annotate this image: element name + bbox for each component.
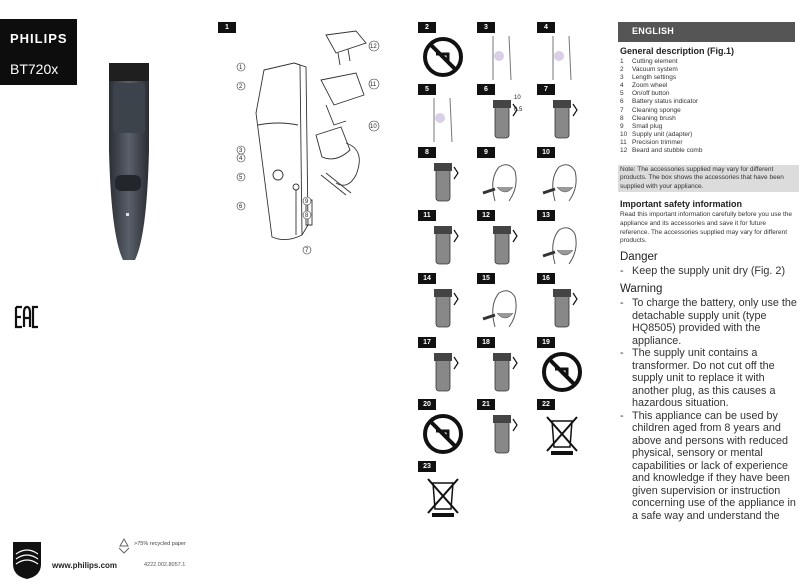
- figure-4-illustration: [539, 34, 585, 80]
- fig6-value-top: 10: [514, 95, 521, 101]
- figure-label: 23: [418, 461, 436, 472]
- figure-12-illustration: [479, 222, 525, 268]
- figure-22-illustration: [539, 411, 585, 457]
- trimmer-product-image: [95, 55, 165, 270]
- list-item: - Keep the supply unit dry (Fig. 2): [620, 265, 798, 278]
- figure-label: 7: [537, 84, 555, 95]
- fig6-value-bottom: 0.5: [514, 107, 523, 113]
- figure-7-illustration: [539, 96, 585, 142]
- website-url: www.philips.com: [52, 561, 118, 570]
- list-item: - To charge the battery, only use the detachable supply unit (type HQ8505) provided with the appliance.: [620, 297, 798, 347]
- figure-label: 12: [477, 210, 495, 221]
- list-item: - The supply unit contains a transformer. Do not cut off the supply unit to replace it with another plug, as this causes a hazardous situation.: [620, 347, 798, 410]
- figure-label: 11: [418, 210, 436, 221]
- list-item: 2 Vacuum system: [620, 66, 678, 74]
- figure-label: 21: [477, 399, 495, 410]
- figure-label: 16: [537, 273, 555, 284]
- list-item: - This appliance can be used by children aged from 8 years and above and persons with reduced physical, sensory or mental capabilities or lack of experience and knowledge if they have been given supervision or instruction concerning use of the appliance in a safe way and understand the: [620, 410, 798, 523]
- figure-19-illustration: [539, 349, 585, 395]
- figure-1-line-drawing: [226, 25, 396, 265]
- warning-title: Warning: [620, 283, 663, 295]
- accessories-note: Note: The accessories supplied may vary for different products. The box shows the accessories that have been supplied with your appliance.: [618, 165, 799, 192]
- general-description-title: General description (Fig.1): [620, 46, 735, 56]
- figure-label: 9: [477, 147, 495, 158]
- figure-6-illustration: [479, 96, 525, 142]
- figure-label: 20: [418, 399, 436, 410]
- list-item: 11 Precision trimmer: [620, 138, 683, 146]
- callout-7: 7: [305, 248, 309, 254]
- danger-title: Danger: [620, 251, 658, 263]
- callout-3: 3: [239, 148, 243, 154]
- list-item: 7 Cleaning sponge: [620, 106, 681, 114]
- figure-label: 13: [537, 210, 555, 221]
- figure-14-illustration: [420, 285, 466, 331]
- figure-label: 8: [418, 147, 436, 158]
- figure-label: 6: [477, 84, 495, 95]
- figure-16-illustration: [539, 285, 585, 331]
- language-header: ENGLISH: [632, 26, 675, 36]
- callout-2: 2: [239, 84, 243, 90]
- figure-label: 10: [537, 147, 555, 158]
- figure-8-illustration: [420, 159, 466, 205]
- document-number: 4222.002.8057.1: [144, 562, 186, 568]
- figure-9-illustration: [479, 159, 525, 205]
- figure-label: 19: [537, 337, 555, 348]
- callout-10: 10: [370, 124, 377, 130]
- callout-12: 12: [370, 44, 377, 50]
- figure-label: 17: [418, 337, 436, 348]
- figure-23-illustration: [420, 473, 466, 519]
- list-item: 5 On/off button: [620, 90, 670, 98]
- callout-9: 9: [305, 199, 309, 205]
- figure-18-illustration: [479, 349, 525, 395]
- safety-text: Read this important information carefully before you use the appliance and its accessories and save it for future reference. The accessories supplied may vary for different products.: [620, 211, 792, 245]
- safety-title: Important safety information: [620, 199, 743, 209]
- figure-label: 22: [537, 399, 555, 410]
- figure-3-illustration: [479, 34, 525, 80]
- figure-label: 2: [418, 22, 436, 33]
- figure-20-illustration: [420, 411, 466, 457]
- figure-label: 5: [418, 84, 436, 95]
- eac-mark: [14, 305, 40, 329]
- callout-1: 1: [239, 65, 243, 71]
- list-item: 6 Battery status indicator: [620, 98, 699, 106]
- figure-label: 3: [477, 22, 495, 33]
- figure-label: 4: [537, 22, 555, 33]
- callout-5: 5: [239, 175, 243, 181]
- callout-8: 8: [305, 213, 309, 219]
- list-item: 1 Cutting element: [620, 58, 678, 65]
- list-item: 3 Length settings: [620, 74, 677, 82]
- figure-label: 18: [477, 337, 495, 348]
- figure-2-illustration: [420, 34, 466, 80]
- list-item: 12 Beard and stubble comb: [620, 147, 703, 155]
- list-item: 10 Supply unit (adapter): [620, 130, 693, 138]
- brand-name: PHILIPS: [10, 31, 68, 46]
- model-name: BT720x: [10, 61, 59, 77]
- list-item: 9 Small plug: [620, 122, 663, 130]
- figure-5-illustration: [420, 96, 466, 142]
- figure-label: 14: [418, 273, 436, 284]
- figure-11-illustration: [420, 222, 466, 268]
- recycled-paper-text: >75% recycled paper: [134, 541, 186, 547]
- parts-list: [620, 58, 800, 155]
- figure-10-illustration: [539, 159, 585, 205]
- philips-shield-logo: [10, 540, 44, 580]
- figure-15-illustration: [479, 285, 525, 331]
- figure-13-illustration: [539, 222, 585, 268]
- list-item: 4 Zoom wheel: [620, 82, 668, 90]
- figure-21-illustration: [479, 411, 525, 457]
- list-item: 8 Cleaning brush: [620, 114, 676, 122]
- callout-4: 4: [239, 156, 243, 162]
- recycle-icon: [116, 538, 132, 554]
- figure-label: 1: [218, 22, 236, 33]
- warning-list: [620, 297, 798, 522]
- callout-11: 11: [370, 82, 377, 88]
- figure-17-illustration: [420, 349, 466, 395]
- callout-6: 6: [239, 204, 243, 210]
- figure-label: 15: [477, 273, 495, 284]
- danger-list: [620, 265, 798, 278]
